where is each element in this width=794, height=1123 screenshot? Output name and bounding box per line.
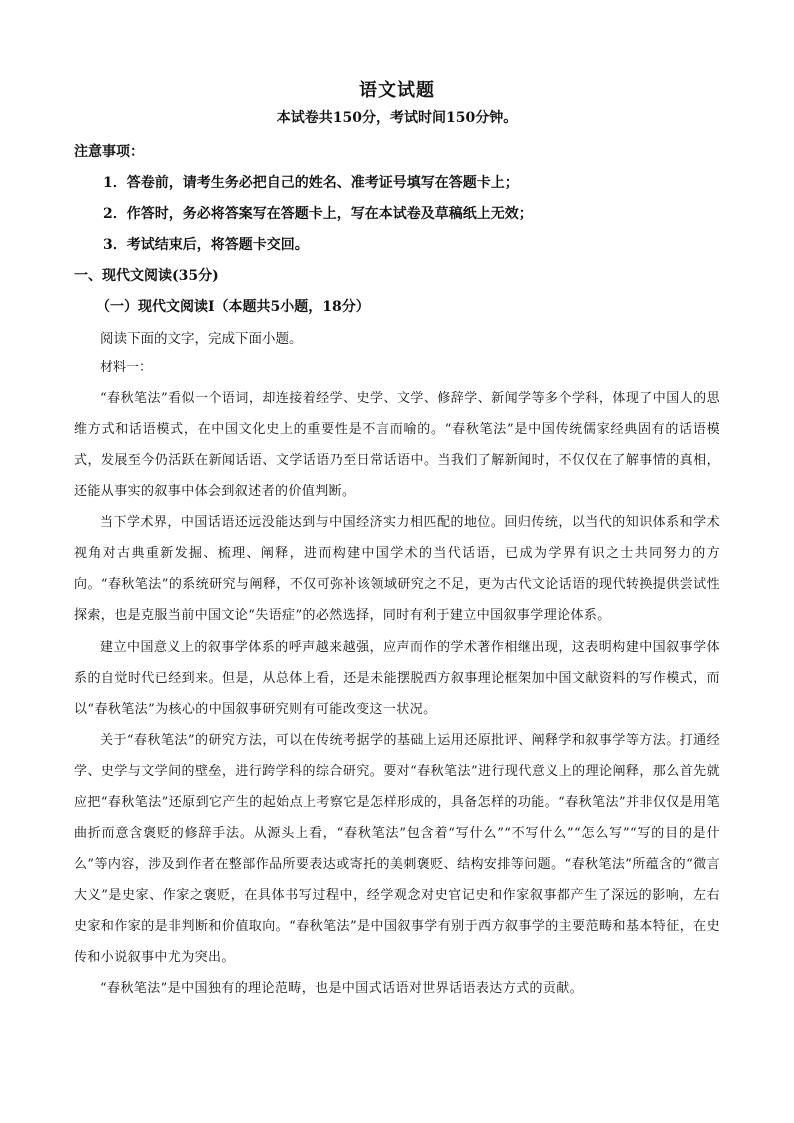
note-item-2: 2．作答时，务必将答案写在答题卡上，写在本试卷及草稿纸上无效； xyxy=(103,206,533,222)
subsection-heading: （一）现代文阅读Ⅰ（本题共5小题，18分） xyxy=(96,299,370,315)
material-paragraph-2: 当下学术界，中国话语还远没能达到与中国经济实力相匹配的地位。回归传统，以当代的知识体系和学术视角对古典重新发掘、梳理、阐释，进而构建中国学术的当代话语，已成为学界有识之士共同努力的方向。“春秋笔法”的系统研究与阐释，不仅可弥补该领域研究之不足，更为古代文论话语的现代转换提供尝试性探索，也是克服当前中国文论“失语症”的必然选择，同时有利于建立中国叙事学理论体系。 xyxy=(74,515,720,623)
material-label: 材料一： xyxy=(100,360,153,375)
material-paragraph-3: 建立中国意义上的叙事学体系的呼声越来越强，应声而作的学术著作相继出现，这表明构建中国叙事学体系的自觉时代已经到来。但是，从总体上看，还是未能摆脱西方叙事理论框架加中国文献资料的写作模式，而以“春秋笔法”为核心的中国叙事研究则有可能改变这一状况。 xyxy=(74,640,720,717)
section-heading: 一、现代文阅读(35分) xyxy=(74,268,219,284)
material-paragraph-1: “春秋笔法”看似一个语词，却连接着经学、史学、文学、修辞学、新闻学等多个学科，体现了中国人的思维方式和话语模式，在中国文化史上的重要性是不言而喻的。“春秋笔法”是中国传统儒家经典固有的话语模式，发展至今仍活跃在新闻话语、文学话语乃至日常话语中。当我们了解新闻时，不仅仅在了解事情的真相，还能从事实的叙事中体会到叙述者的价值判断。 xyxy=(74,391,720,499)
notes-heading: 注意事项： xyxy=(74,144,144,160)
material-paragraph-5: “春秋笔法”是中国独有的理论范畴，也是中国式话语对世界话语表达方式的贡献。 xyxy=(100,981,584,996)
page-title: 语文试题 xyxy=(359,80,435,101)
exam-info: 本试卷共150分，考试时间150分钟。 xyxy=(276,110,518,126)
note-item-3: 3．考试结束后，将答题卡交回。 xyxy=(103,237,309,253)
reading-instruction: 阅读下面的文字，完成下面小题。 xyxy=(100,331,303,347)
material-paragraph-4: 关于“春秋笔法”的研究方法，可以在传统考据学的基础上运用还原批评、阐释学和叙事学等方法。打通经学、史学与文学间的壁垒，进行跨学科的综合研究。要对“春秋笔法”进行现代意义上的理论阐释，那么首先就应把“春秋笔法”还原到它产生的起始点上考察它是怎样形成的，具备怎样的功能。“春秋笔法”并非仅仅是用笔曲折而意含褒贬的修辞手法。从源头上看，“春秋笔法”包含着“写什么”“不写什么”“怎么写”“写的目的是什么”等内容，涉及到作者在整部作品所要表达或寄托的美刺褒贬、结构安排等问题。“春秋笔法”所蕴含的“微言大义”是史家、作家之褒贬，在具体书写过程中，经学观念对史官记史和作家叙事都产生了深远的影响，左右史家和作家的是非判断和价值取向。“春秋笔法”是中国叙事学有别于西方叙事学的主要范畴和基本特征，在史传和小说叙事中尤为突出。 xyxy=(74,733,720,965)
note-item-1: 1．答卷前，请考生务必把自己的姓名、准考证号填写在答题卡上； xyxy=(103,175,519,191)
